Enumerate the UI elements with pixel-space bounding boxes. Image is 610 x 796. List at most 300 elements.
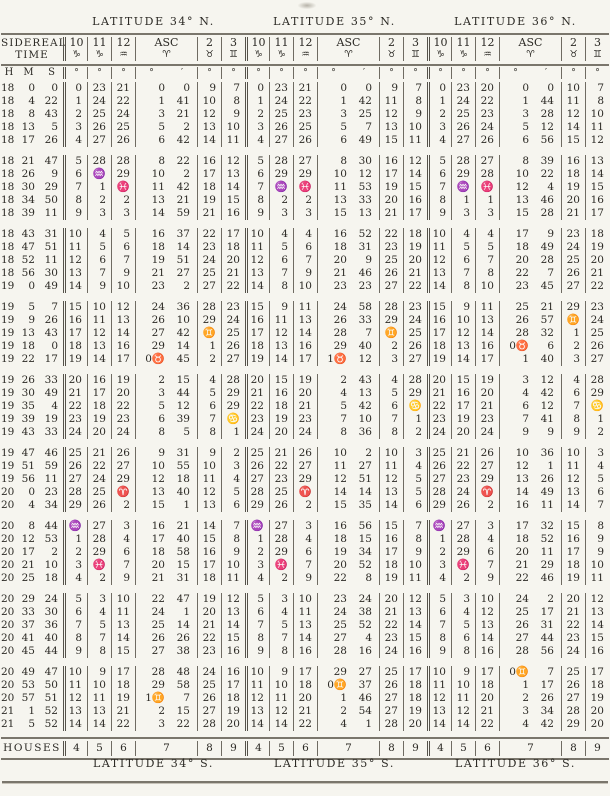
lat34-asc-deg: 25	[135, 619, 167, 632]
table-row	[1, 374, 609, 387]
top-label-lat34n: LATITUDE 34° N.	[92, 15, 215, 28]
lat35-cusp11: 3	[269, 207, 293, 220]
lat36-asc-deg: 13	[499, 473, 531, 486]
lat35-asc-min: 16	[358, 645, 372, 657]
sidereal-h: 20	[1, 606, 15, 618]
lat36-cusp12: 26	[475, 134, 499, 147]
sidereal-m: 0	[28, 486, 35, 498]
table-body	[1, 82, 609, 731]
table-row	[1, 82, 609, 95]
lat35-cusp2: 18	[379, 559, 403, 572]
unit-mark: °	[111, 67, 135, 79]
lat35-cusp11: 8	[269, 645, 293, 658]
lat34-asc-deg: 20	[135, 559, 167, 572]
lat35-asc-min: 42	[358, 400, 372, 412]
lat35-cusp11: ♒	[269, 181, 293, 194]
lat36-cusp3: 28	[585, 374, 609, 387]
table-row	[1, 241, 609, 254]
lat36-asc-deg: 7	[499, 413, 531, 426]
lat36-cusp2: 26	[561, 679, 585, 692]
lat36-cusp12: 12	[475, 606, 499, 619]
table-row	[1, 134, 609, 147]
lat34-cusp3: 6	[221, 499, 245, 512]
lat36-asc-min: 9	[547, 426, 554, 438]
lat35-asc-deg: 1	[317, 95, 349, 108]
houses-label: HOUSES	[3, 742, 61, 754]
lat36-cusp10: 10	[427, 228, 451, 241]
lat35-cusp10: 7	[245, 619, 269, 632]
lat34-asc-deg: 3	[135, 387, 167, 400]
unit-mark: °	[499, 67, 531, 79]
lat36-cusp3: 18	[585, 679, 609, 692]
lat35-cusp3: 5	[403, 473, 427, 486]
house-number-5: 5	[451, 741, 475, 756]
lat35-asc-min: 49	[358, 134, 372, 146]
lat36-asc-deg: 10	[499, 168, 531, 181]
lat34-cusp11: 13	[87, 340, 111, 353]
lat36-cusp2: 14	[561, 499, 585, 512]
lat34-cusp2: 1	[197, 340, 221, 353]
lat36-asc-deg: 13	[499, 194, 531, 207]
lat35-asc-deg: 13	[317, 194, 349, 207]
sidereal-s: 34	[44, 499, 58, 511]
table-row	[1, 705, 609, 718]
lat34-asc-min: 21	[176, 108, 190, 120]
lat35-asc-min: 15	[358, 533, 372, 545]
lat36-cusp3: 19	[585, 692, 609, 705]
house-number-7: 7	[499, 741, 561, 756]
lat35-cusp2: ♊	[379, 327, 403, 340]
lat35-cusp12: 23	[293, 413, 317, 426]
sidereal-s: 50	[44, 194, 58, 206]
sidereal-m: 26	[21, 374, 35, 386]
lat34-cusp11: 14	[87, 718, 111, 731]
sidereal-s: 30	[44, 606, 58, 618]
lat36-asc-min: 29	[540, 559, 554, 571]
lat34-cusp3: 18	[221, 241, 245, 254]
lat34-cusp12: 17	[111, 353, 135, 366]
lat36-cusp3: 7	[585, 82, 609, 95]
unit-mark: °	[63, 67, 87, 79]
lat34-cusp11: 26	[87, 121, 111, 134]
lat36-cusp10: 15	[427, 301, 451, 314]
lat36-asc-min: 49	[540, 241, 554, 253]
lat35-cusp3: ♋	[403, 400, 427, 413]
lat36-cusp10: 12	[427, 692, 451, 705]
lat36-cusp3: 26	[585, 340, 609, 353]
zodiac-sign-icon: ♈	[162, 49, 171, 60]
sidereal-m: 30	[21, 387, 35, 399]
lat34-asc-deg: 27	[135, 327, 167, 340]
lat36-asc-min: 12	[540, 400, 554, 412]
sidereal-m: 21	[21, 559, 35, 571]
lat35-cusp2: 10	[379, 447, 403, 460]
zodiac-sign-icon: ♊	[229, 49, 238, 60]
lat36-cusp11: 26	[451, 499, 475, 512]
lat35-cusp12: 20	[293, 692, 317, 705]
lat36-asc-min: 39	[540, 155, 554, 167]
lat35-cusp11: 21	[269, 447, 293, 460]
lat36-cusp2: ♊	[561, 314, 585, 327]
lat34-cusp12: 22	[111, 718, 135, 731]
lat34-cusp11: 24	[87, 95, 111, 108]
sidereal-s: 11	[44, 207, 58, 219]
sidereal-m: 18	[21, 340, 35, 352]
lat36-cusp3: 20	[585, 718, 609, 731]
table-row	[1, 400, 609, 413]
lat36-cusp10: 26	[427, 460, 451, 473]
lat35-asc-deg: 2	[317, 374, 349, 387]
lat34-asc-min: 22	[176, 155, 190, 167]
lat36-cusp2: 19	[561, 181, 585, 194]
sidereal-s: 2	[51, 546, 58, 558]
lat36-cusp10: 6	[427, 168, 451, 181]
lat34-cusp3: 5	[221, 486, 245, 499]
lat35-cusp12: 14	[293, 632, 317, 645]
lat35-cusp10: 9	[245, 207, 269, 220]
column-header-10	[245, 37, 269, 61]
lat34-cusp2: 23	[197, 241, 221, 254]
sidereal-m: 22	[21, 353, 35, 365]
lat35-cusp10: 27	[245, 473, 269, 486]
sidereal-h: 20	[1, 666, 15, 678]
lat34-cusp12: 6	[111, 241, 135, 254]
lat36-cusp10: 6	[427, 606, 451, 619]
lat34-cusp2: 26	[197, 692, 221, 705]
column-header-12	[293, 37, 317, 61]
lat35-cusp10: 11	[245, 679, 269, 692]
lat35-cusp12: 9	[293, 572, 317, 585]
table-row	[1, 645, 609, 658]
column-header-10	[427, 37, 451, 61]
lat36-cusp2: 14	[561, 121, 585, 134]
lat34-cusp12: 9	[111, 267, 135, 280]
lat34-cusp2: 9	[197, 447, 221, 460]
sidereal-s: 0	[51, 340, 58, 352]
sidereal-s: 24	[44, 593, 58, 605]
lat36-cusp10: 9	[427, 207, 451, 220]
lat36-cusp10: 10	[427, 666, 451, 679]
lat36-cusp12: 6	[475, 546, 499, 559]
lat36-asc-deg: 1	[499, 95, 531, 108]
lat34-cusp12: 11	[111, 606, 135, 619]
lat35-asc-min: 9	[365, 254, 372, 266]
lat34-cusp2: 15	[197, 533, 221, 546]
lat35-cusp12: 10	[293, 593, 317, 606]
lat34-cusp3: 25	[221, 327, 245, 340]
lat35-cusp12: ♓	[293, 181, 317, 194]
lat35-cusp10: 23	[245, 413, 269, 426]
lat35-cusp12: 9	[293, 267, 317, 280]
lat36-cusp12: ♓	[475, 181, 499, 194]
lat34-cusp2: 18	[197, 181, 221, 194]
lat34-cusp3: 4	[221, 473, 245, 486]
lat35-asc-deg: 10	[317, 447, 349, 460]
lat35-cusp2: 21	[379, 606, 403, 619]
lat34-cusp12: 5	[111, 228, 135, 241]
house-number-6: 6	[475, 741, 499, 756]
lat35-cusp11: 11	[269, 692, 293, 705]
lat34-cusp12: 14	[111, 327, 135, 340]
table-row	[1, 718, 609, 731]
lat34-asc-deg: 5	[135, 121, 167, 134]
lat36-cusp2: 24	[561, 241, 585, 254]
lat36-cusp10: 3	[427, 121, 451, 134]
table-row	[1, 679, 609, 692]
sidereal-m: 39	[21, 207, 35, 219]
lat35-cusp12: 19	[293, 374, 317, 387]
house-number-8: 8	[197, 741, 221, 756]
lat36-cusp10: 17	[427, 327, 451, 340]
lat36-cusp12: 10	[475, 280, 499, 293]
lat35-cusp10: 24	[245, 426, 269, 439]
sidereal-h: 18	[1, 108, 15, 120]
sidereal-s: 47	[44, 155, 58, 167]
lat36-cusp2: 19	[561, 572, 585, 585]
lat36-cusp12: 14	[475, 632, 499, 645]
sidereal-s: 50	[44, 679, 58, 691]
lat35-cusp12: 10	[293, 280, 317, 293]
lat35-cusp11: 6	[269, 254, 293, 267]
lat36-cusp2: 17	[561, 546, 585, 559]
lat36-cusp11: ♓	[451, 559, 475, 572]
lat36-asc-deg: 18	[499, 533, 531, 546]
sidereal-s: 51	[44, 241, 58, 253]
sidereal-s: 22	[44, 95, 58, 107]
lat34-asc-deg: 22	[135, 593, 167, 606]
sidereal-s: 26	[44, 314, 58, 326]
sidereal-s: 53	[44, 533, 58, 545]
lat34-asc-min: 42	[176, 181, 190, 193]
lat34-cusp2: 27	[197, 705, 221, 718]
lat36-cusp3: 13	[585, 606, 609, 619]
column-number: 2	[570, 36, 577, 49]
lat34-cusp10: 0	[63, 82, 87, 95]
lat36-cusp3: 23	[585, 301, 609, 314]
lat34-cusp11: 19	[87, 413, 111, 426]
table-row	[1, 280, 609, 293]
lat36-cusp3: 9	[585, 546, 609, 559]
lat34-cusp11: ♒	[87, 168, 111, 181]
lat35-cusp12: 27	[293, 460, 317, 473]
lat34-cusp11: 17	[87, 387, 111, 400]
lat35-cusp12: 2	[293, 499, 317, 512]
lat35-cusp10: 2	[245, 546, 269, 559]
lat35-asc-min: 24	[358, 593, 372, 605]
lat35-asc-min: 36	[358, 426, 372, 438]
lat34-asc-deg: 21	[135, 267, 167, 280]
lat34-cusp3: 10	[221, 121, 245, 134]
lat34-asc-min: 15	[176, 705, 190, 717]
lat36-asc-min: 44	[540, 632, 554, 644]
lat34-cusp11: 29	[87, 546, 111, 559]
lat35-asc-deg: 18	[317, 533, 349, 546]
lat35-cusp12: 23	[293, 108, 317, 121]
sidereal-m: 39	[21, 413, 35, 425]
column-number: 12	[298, 36, 313, 49]
lat36-asc-deg: 21	[499, 559, 531, 572]
lat35-cusp12: 21	[293, 400, 317, 413]
units-row	[1, 67, 609, 79]
lat35-cusp11: 26	[269, 499, 293, 512]
lat34-asc-min: 40	[176, 486, 190, 498]
sidereal-s: 40	[44, 632, 58, 644]
column-header-12	[111, 37, 135, 61]
lat35-cusp12: 26	[293, 134, 317, 147]
lat36-cusp11: 14	[451, 353, 475, 366]
lat35-cusp2: 5	[379, 387, 403, 400]
table-section	[1, 301, 609, 366]
lat36-asc-min: 11	[540, 499, 554, 511]
lat35-asc-deg: 3	[317, 108, 349, 121]
lat36-cusp12: 18	[475, 679, 499, 692]
lat34-cusp10: 28	[63, 486, 87, 499]
sidereal-m: 43	[21, 228, 35, 240]
lat35-cusp11: 19	[269, 413, 293, 426]
sidereal-h: 18	[1, 181, 15, 193]
column-header-11	[269, 37, 293, 61]
lat34-asc-min: 47	[176, 593, 190, 605]
lat36-cusp12: 20	[475, 692, 499, 705]
lat36-cusp12: 26	[475, 447, 499, 460]
lat36-cusp10: 1	[427, 533, 451, 546]
lat34-cusp12: 13	[111, 314, 135, 327]
lat36-asc-deg: 2	[499, 692, 531, 705]
lat34-cusp11: 5	[87, 619, 111, 632]
lat35-cusp10: 17	[245, 327, 269, 340]
lat36-cusp3: 3	[585, 447, 609, 460]
sidereal-s: 30	[44, 267, 58, 279]
lat35-asc-deg: 15	[317, 207, 349, 220]
lat36-cusp3: 6	[585, 486, 609, 499]
table-row	[1, 95, 609, 108]
lat34-cusp2: 24	[197, 254, 221, 267]
lat35-cusp11: 29	[269, 168, 293, 181]
unit-mark: °	[197, 67, 221, 79]
lat34-cusp11: 10	[87, 301, 111, 314]
table-row	[1, 327, 609, 340]
column-header-asc	[317, 37, 379, 61]
lat34-cusp3: ♋	[221, 413, 245, 426]
lat34-cusp3: 12	[221, 155, 245, 168]
lat36-asc-deg: 12	[499, 460, 531, 473]
sidereal-h: 19	[1, 314, 15, 326]
lat35-cusp10: 16	[245, 314, 269, 327]
lat34-cusp11: 8	[87, 645, 111, 658]
lat36-cusp10: 4	[427, 134, 451, 147]
lat34-cusp11: 11	[87, 692, 111, 705]
lat36-asc-deg: 6	[499, 400, 531, 413]
lat35-cusp11: 4	[269, 606, 293, 619]
unit-mark: ′	[544, 68, 548, 78]
lat34-cusp12: 13	[111, 619, 135, 632]
lat36-cusp11: 10	[451, 679, 475, 692]
lat34-asc-deg: 27	[135, 645, 167, 658]
lat35-asc-min: 7	[365, 121, 372, 133]
lat35-cusp11: 16	[269, 387, 293, 400]
lat34-cusp11: 25	[87, 108, 111, 121]
lat34-cusp3: 12	[221, 593, 245, 606]
lat34-asc-deg: 2	[135, 705, 167, 718]
table-row	[1, 301, 609, 314]
lat35-cusp12: 16	[293, 340, 317, 353]
lat36-cusp12: 8	[475, 267, 499, 280]
lat36-cusp3: 2	[585, 426, 609, 439]
zodiac-sign-icon: ♑	[95, 49, 104, 60]
lat36-asc-deg: 17	[499, 520, 531, 533]
lat35-cusp2: 2	[379, 340, 403, 353]
lat36-asc-min: 42	[540, 387, 554, 399]
lat36-cusp11: 29	[451, 546, 475, 559]
lat36-cusp11: 11	[451, 692, 475, 705]
lat34-cusp2: 22	[197, 228, 221, 241]
lat35-cusp2: 11	[379, 95, 403, 108]
lat36-cusp12: 1	[475, 194, 499, 207]
lat35-cusp3: 11	[403, 572, 427, 585]
lat36-cusp12: 28	[475, 168, 499, 181]
lat34-cusp3: 23	[221, 301, 245, 314]
lat36-cusp11: 22	[451, 460, 475, 473]
lat35-cusp10: 11	[245, 241, 269, 254]
lat34-cusp2: 8	[197, 426, 221, 439]
lat35-cusp10: 9	[245, 645, 269, 658]
lat35-asc-deg: 24	[317, 301, 349, 314]
lat36-cusp3: 24	[585, 314, 609, 327]
lat34-cusp3: 11	[221, 134, 245, 147]
lat34-asc-deg: 15	[135, 499, 167, 512]
lat36-cusp3: 21	[585, 267, 609, 280]
column-number: 10	[251, 36, 266, 49]
lat36-cusp10: 24	[427, 426, 451, 439]
sidereal-m: 33	[21, 606, 35, 618]
lat36-cusp12: 4	[475, 228, 499, 241]
lat36-asc-min: 9	[547, 228, 554, 240]
lat34-cusp12: 21	[111, 82, 135, 95]
lat34-cusp12: 17	[111, 666, 135, 679]
sidereal-h: 19	[1, 374, 15, 386]
lat34-cusp3: 15	[221, 194, 245, 207]
lat34-asc-deg: 6	[135, 134, 167, 147]
lat34-cusp12: 12	[111, 301, 135, 314]
lat34-cusp10: 29	[63, 499, 87, 512]
lat34-asc-deg: 3	[135, 108, 167, 121]
lat36-asc-min: 56	[540, 645, 554, 657]
lat35-cusp10: 4	[245, 134, 269, 147]
lat34-cusp12: 10	[111, 593, 135, 606]
lat36-cusp10: 2	[427, 108, 451, 121]
sidereal-m: 4	[28, 499, 35, 511]
lat35-cusp2: 12	[379, 108, 403, 121]
lat34-cusp2: 19	[197, 194, 221, 207]
lat35-asc-min: 38	[358, 606, 372, 618]
lat35-cusp3: 12	[403, 155, 427, 168]
lat36-cusp11: 4	[451, 228, 475, 241]
lat34-asc-deg: 26	[135, 314, 167, 327]
time-unit-label: H	[4, 67, 14, 78]
table-row	[1, 181, 609, 194]
lat34-cusp3: 29	[221, 400, 245, 413]
lat36-cusp11: 8	[451, 645, 475, 658]
lat35-asc-deg: 22	[317, 572, 349, 585]
lat34-cusp3: 22	[221, 280, 245, 293]
lat34-cusp3: 7	[221, 82, 245, 95]
lat34-cusp11: 11	[87, 314, 111, 327]
sidereal-s: 51	[44, 692, 58, 704]
lat34-cusp10: 14	[63, 718, 87, 731]
lat35-cusp10: 4	[245, 572, 269, 585]
column-number: 3	[412, 36, 419, 49]
lat34-cusp10: 12	[63, 692, 87, 705]
